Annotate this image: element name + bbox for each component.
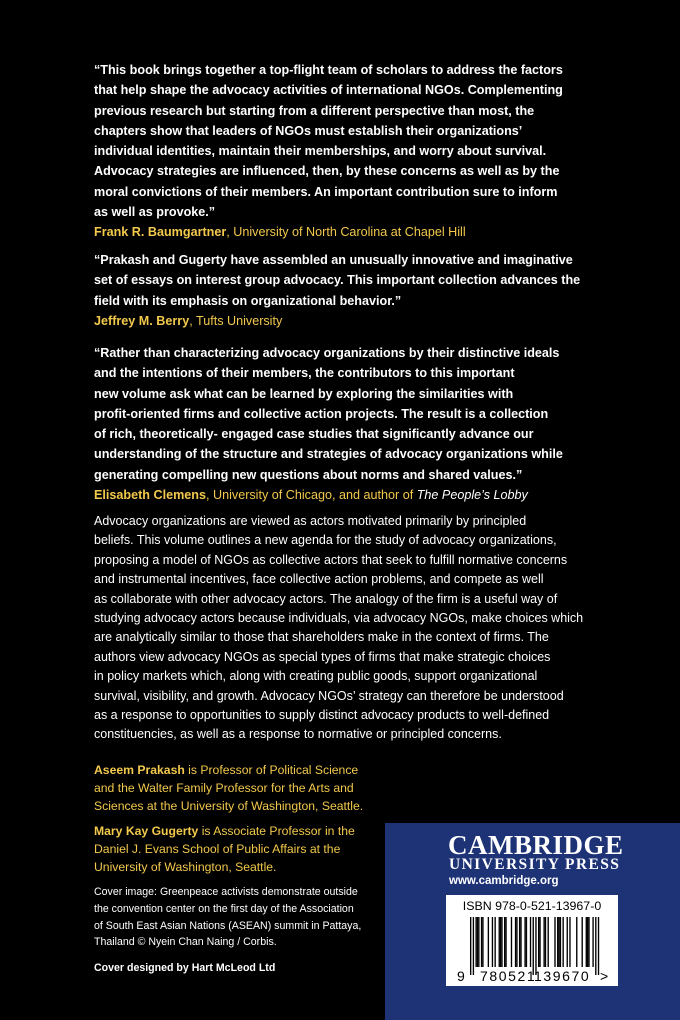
barcode-bar (473, 917, 474, 975)
barcode-bar (569, 917, 570, 967)
credit-line: of South East Asian Nations (ASEAN) summit in Pattaya, (94, 919, 362, 932)
barcode-bar (554, 917, 555, 967)
barcode-bar (504, 917, 505, 967)
bio-text: is Associate Professor in the (198, 824, 355, 838)
description-line: constituencies, as well as a response to normative or principled concerns. (94, 727, 502, 742)
credit-line: Cover image: Greenpeace activists demonstrate outside (94, 886, 358, 898)
publisher-logo-subtitle: UNIVERSITY PRESS (449, 856, 621, 873)
quote-line: individual identities, maintain their memberships, and worry about survival. (94, 144, 547, 159)
barcode-bar (576, 917, 577, 967)
barcode-bar (494, 917, 495, 967)
barcode-bar (557, 917, 558, 967)
reviewer-name: Elisabeth Clemens (94, 488, 206, 503)
quote-attribution (94, 311, 594, 331)
barcode-lead-digit: 9 (457, 968, 465, 984)
barcode-bar (560, 917, 561, 967)
reviewer-affiliation: , University of North Carolina at Chapel Hill (226, 225, 466, 240)
description-line: authors view advocacy NGOs as special types of firms that make strategic choices (94, 649, 551, 664)
description-line: as a response to opportunities to supply distinct advocacy products to well-defined (94, 708, 550, 723)
barcode-bar (526, 917, 527, 967)
barcode-bar (478, 917, 479, 967)
barcode-bar (586, 917, 587, 967)
bio-line: Sciences at the University of Washington, Seattle. (94, 799, 364, 814)
quote-line: Advocacy strategies are influenced, then, by these concerns as well as by the (94, 164, 560, 179)
book-description (94, 512, 594, 745)
review-quote-clemens (94, 343, 594, 505)
quote-line: “This book brings together a top-flight team of scholars to address the factors (94, 63, 563, 77)
quote-line: generating compelling new questions about norms and shared values.” (94, 467, 523, 482)
barcode-bar (500, 917, 501, 967)
barcode-bar (505, 917, 506, 967)
reviewer-affiliation: , Tufts University (189, 313, 283, 328)
bio-line: University of Washington, Seattle. (94, 860, 277, 875)
editor-name: Mary Kay Gugerty (94, 824, 199, 838)
barcode-quiet-zone-arrow: > (600, 968, 609, 984)
quote-line: as well as provoke.” (94, 205, 216, 220)
review-quote-baumgartner (94, 60, 594, 243)
barcode-bar (524, 917, 525, 967)
quote-line: set of essays on interest group advocacy. This important collection advances the (94, 273, 581, 288)
publisher-logo-name: CAMBRIDGE (448, 830, 624, 860)
barcode-bar (592, 917, 593, 967)
description-line: as collaborate with other advocacy actors. The analogy of the firm is a useful way of (94, 591, 558, 606)
quote-line: chapters show that leaders of NGOs must establish their organizations’ (94, 123, 523, 138)
editor-bio-gugerty (94, 822, 384, 877)
barcode-bar (598, 917, 599, 975)
barcode-bar (533, 917, 534, 975)
barcode-right-digits: 139670 (534, 968, 591, 984)
barcode-bar (516, 917, 517, 967)
description-line: studying advocacy actors because individuals, via advocacy NGOs, make choices which (94, 611, 584, 626)
quote-line: field with its emphasis on organizational behavior.” (94, 293, 402, 308)
barcode-bar (548, 917, 549, 967)
barcode-bar (482, 917, 483, 967)
reviewer-name: Frank R. Baumgartner (94, 225, 227, 240)
barcode-bar (492, 917, 493, 967)
isbn-barcode-box (446, 895, 618, 986)
quote-line: of rich, theoretically- engaged case studies that significantly advance our (94, 427, 534, 442)
barcode-bar (588, 917, 589, 967)
barcode-bar (499, 917, 500, 967)
quote-attribution (94, 485, 594, 505)
publisher-url: www.cambridge.org (449, 875, 559, 887)
barcode-bar (535, 917, 536, 975)
barcode-bar (558, 917, 559, 967)
barcode-left-digits: 780521 (480, 968, 537, 984)
quote-attribution (94, 222, 594, 242)
barcode-bar (567, 917, 568, 967)
quote-line: previous research but starting from a different perspective than most, the (94, 103, 535, 118)
bio-text: is Professor of Political Science (184, 763, 359, 777)
barcode-bar (481, 917, 482, 967)
barcode-bar (582, 917, 583, 967)
description-line: survival, visibility, and growth. Advocacy NGOs’ strategy can therefore be understood (94, 688, 564, 703)
quote-line: moral convictions of their members. An important contribution sure to inform (94, 184, 558, 199)
quote-line: that help shape the advocacy activities of international NGOs. Complementing (94, 83, 563, 98)
quote-line: “Rather than characterizing advocacy organizations by their distinctive ideals (94, 346, 560, 360)
reviewer-name: Jeffrey M. Berry (94, 313, 190, 328)
isbn-label: ISBN 978-0-521-13967-0 (462, 899, 602, 913)
barcode-bar (501, 917, 502, 967)
barcode-bar (519, 917, 520, 967)
barcode-bar (562, 917, 563, 967)
barcode-bar (530, 917, 531, 967)
reviewer-affiliation: , University of Chicago, and author of (206, 488, 417, 503)
barcode-bar (470, 917, 471, 975)
quote-line: “Prakash and Gugerty have assembled an unusually innovative and imaginative (94, 253, 573, 267)
barcode-bar (539, 917, 540, 967)
quote-line: profit-oriented firms and collective action projects. The result is a collection (94, 406, 549, 421)
barcode-bar (595, 917, 596, 975)
barcode-bar (538, 917, 539, 967)
credit-line: the convention center on the first day of the Association (94, 902, 354, 915)
description-line: beliefs. This volume outlines a new agenda for the study of advocacy organizations, (94, 533, 557, 548)
cover-designer-credit: Cover designed by Hart McLeod Ltd (94, 962, 276, 974)
bio-line (94, 761, 384, 779)
cover-image-credit (94, 884, 384, 951)
description-line: proposing a model of NGOs as collective actors that seek to fulfill normative concerns (94, 552, 568, 567)
description-line: and instrumental incentives, face collective action problems, and compete as well (94, 572, 544, 587)
barcode-bar (475, 917, 476, 967)
barcode-bar (488, 917, 489, 967)
barcode-bar (515, 917, 516, 967)
quote-line: and the intentions of their members, the contributors to this important (94, 366, 515, 381)
barcode-bar (543, 917, 544, 967)
barcode-bar (587, 917, 588, 967)
description-line: are analytically similar to those that shareholders make in the context of firms. The (94, 630, 549, 645)
bio-line: Daniel J. Evans School of Public Affairs at the (94, 842, 341, 857)
bio-line (94, 822, 384, 840)
editor-bio-prakash (94, 761, 384, 816)
bio-line: and the Walter Family Professor for the Arts and (94, 781, 354, 796)
review-quote-berry (94, 250, 594, 331)
barcode-bar (545, 917, 546, 967)
editor-name: Aseem Prakash (94, 763, 185, 777)
description-line: Advocacy organizations are viewed as actors motivated primarily by principled (94, 514, 527, 528)
barcode-bar (511, 917, 512, 967)
credit-line: Thailand © Nyein Chan Naing / Corbis. (94, 936, 277, 949)
barcode-icon (446, 895, 618, 986)
book-title: The People’s Lobby (416, 488, 528, 503)
description-line: in policy markets which, along with creating public goods, support organizational (94, 669, 538, 684)
quote-line: understanding of the structure and strategies of advocacy organizations while (94, 447, 563, 462)
barcode-bar (477, 917, 478, 967)
barcode-bar (520, 917, 521, 967)
quote-line: new volume ask what can be learned by exploring the similarities with (94, 386, 514, 401)
